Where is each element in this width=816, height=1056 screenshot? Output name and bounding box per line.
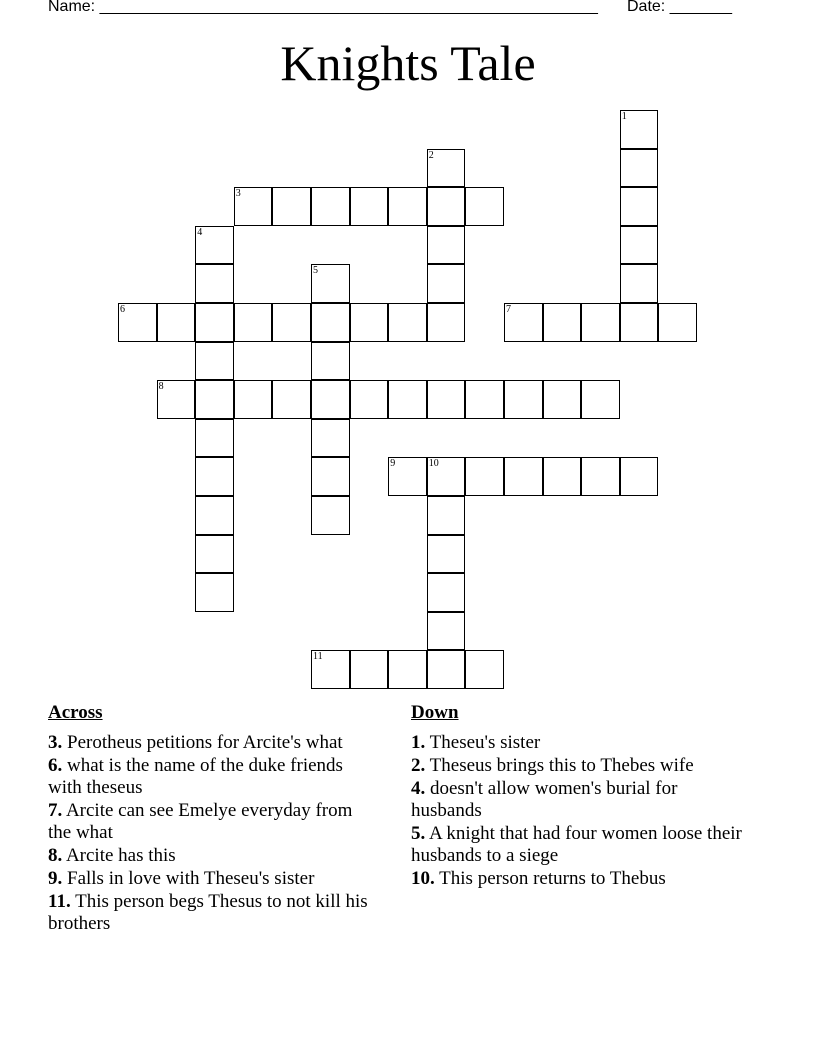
- grid-cell[interactable]: [465, 650, 504, 689]
- grid-cell[interactable]: [350, 380, 389, 419]
- clue-down-2: 2. Theseus brings this to Thebes wife: [411, 755, 694, 776]
- grid-cell[interactable]: [427, 264, 466, 303]
- clue-number: 6: [120, 304, 125, 315]
- name-field-label: Name: ________________________________________________________: [48, 0, 598, 15]
- grid-cell[interactable]: [350, 187, 389, 226]
- grid-cell[interactable]: [118, 303, 157, 342]
- grid-cell[interactable]: [465, 380, 504, 419]
- grid-cell[interactable]: [543, 303, 582, 342]
- grid-cell[interactable]: [504, 303, 543, 342]
- grid-cell[interactable]: [581, 303, 620, 342]
- clue-number: 1: [621, 111, 627, 122]
- grid-cell[interactable]: [311, 342, 350, 381]
- clue-number: 4: [197, 226, 203, 238]
- grid-cell[interactable]: [427, 573, 466, 612]
- grid-cell[interactable]: [620, 457, 659, 496]
- clue-down-4: 4. doesn't allow women's burial for husbands: [411, 778, 678, 821]
- grid-cell[interactable]: [311, 187, 350, 226]
- grid-cell[interactable]: [234, 187, 273, 226]
- grid-cell[interactable]: [427, 612, 466, 651]
- across-heading: Across: [48, 702, 103, 723]
- clue-down-1: 1. Theseu's sister: [411, 732, 541, 753]
- clue-across-6: 6. what is the name of the duke friends with theseus: [48, 755, 343, 798]
- grid-cell[interactable]: [195, 303, 234, 342]
- grid-cell[interactable]: [157, 380, 196, 419]
- grid-cell[interactable]: [388, 457, 427, 496]
- grid-cell[interactable]: [581, 457, 620, 496]
- clue-number: 7: [506, 304, 511, 315]
- grid-cell[interactable]: [311, 419, 350, 458]
- grid-cell[interactable]: [427, 226, 466, 265]
- grid-cell[interactable]: [427, 496, 466, 535]
- grid-cell[interactable]: [272, 303, 311, 342]
- grid-cell[interactable]: [272, 380, 311, 419]
- across-clues: [48, 702, 378, 936]
- grid-cell[interactable]: [465, 457, 504, 496]
- grid-cell[interactable]: [311, 457, 350, 496]
- grid-cell[interactable]: [465, 187, 504, 226]
- grid-cell[interactable]: [504, 380, 543, 419]
- grid-cell[interactable]: [272, 187, 311, 226]
- grid-cell[interactable]: [388, 650, 427, 689]
- clue-number: 8: [158, 381, 164, 393]
- grid-cell[interactable]: [427, 650, 466, 689]
- grid-cell[interactable]: [427, 149, 466, 188]
- grid-cell[interactable]: [620, 110, 659, 149]
- grid-cell[interactable]: [620, 303, 659, 342]
- grid-cell[interactable]: [311, 380, 350, 419]
- grid-cell[interactable]: [350, 303, 389, 342]
- clue-across-3: 3. Perotheus petitions for Arcite's what: [48, 732, 343, 753]
- grid-cell[interactable]: [388, 187, 427, 226]
- grid-cell[interactable]: [658, 303, 697, 342]
- grid-cell[interactable]: [234, 380, 273, 419]
- clue-across-11: 11. This person begs Thesus to not kill his brothers: [48, 891, 368, 934]
- grid-cell[interactable]: [427, 303, 466, 342]
- grid-cell[interactable]: [195, 342, 234, 381]
- grid-cell[interactable]: [195, 457, 234, 496]
- grid-cell[interactable]: [195, 419, 234, 458]
- grid-cell[interactable]: [581, 380, 620, 419]
- grid-cell[interactable]: [620, 149, 659, 188]
- grid-cell[interactable]: [350, 650, 389, 689]
- grid-cell[interactable]: [427, 380, 466, 419]
- grid-cell[interactable]: [157, 303, 196, 342]
- down-clues: [411, 702, 751, 891]
- grid-cell[interactable]: [427, 457, 466, 496]
- clue-number: 10: [428, 458, 439, 470]
- clue-across-8: 8. Arcite has this: [48, 845, 176, 866]
- down-heading: Down: [411, 702, 459, 723]
- clue-down-5: 5. A knight that had four women loose their husbands to a siege: [411, 823, 742, 866]
- grid-cell[interactable]: [427, 187, 466, 226]
- grid-cell[interactable]: [234, 303, 273, 342]
- grid-cell[interactable]: [427, 535, 466, 574]
- grid-cell[interactable]: [311, 496, 350, 535]
- grid-cell[interactable]: [195, 226, 234, 265]
- grid-cell[interactable]: [543, 457, 582, 496]
- clue-number: 3: [235, 188, 241, 200]
- date-field-label: Date: _______: [627, 0, 732, 15]
- page-title: Knights Tale: [280, 35, 536, 91]
- grid-cell[interactable]: [195, 380, 234, 419]
- clue-across-9: 9. Falls in love with Theseu's sister: [48, 868, 315, 889]
- grid-cell[interactable]: [195, 535, 234, 574]
- grid-cell[interactable]: [504, 457, 543, 496]
- grid-cell[interactable]: [195, 573, 234, 612]
- clue-number: 11: [313, 651, 323, 663]
- grid-cell[interactable]: [195, 264, 234, 303]
- clue-across-7: 7. Arcite can see Emelye everyday from the what: [48, 800, 353, 843]
- grid-cell[interactable]: [620, 187, 659, 226]
- grid-cell[interactable]: [620, 226, 659, 265]
- grid-cell[interactable]: [311, 303, 350, 342]
- clue-down-10: 10. This person returns to Thebus: [411, 868, 666, 889]
- grid-cell[interactable]: [543, 380, 582, 419]
- grid-cell[interactable]: [311, 650, 350, 689]
- grid-cell[interactable]: [388, 303, 427, 342]
- grid-cell[interactable]: [620, 264, 659, 303]
- grid-cell[interactable]: [388, 380, 427, 419]
- clue-number: 5: [313, 265, 318, 277]
- clue-number: 2: [428, 149, 434, 161]
- clue-number: 9: [390, 458, 396, 470]
- grid-cell[interactable]: [311, 264, 350, 303]
- grid-cell[interactable]: [195, 496, 234, 535]
